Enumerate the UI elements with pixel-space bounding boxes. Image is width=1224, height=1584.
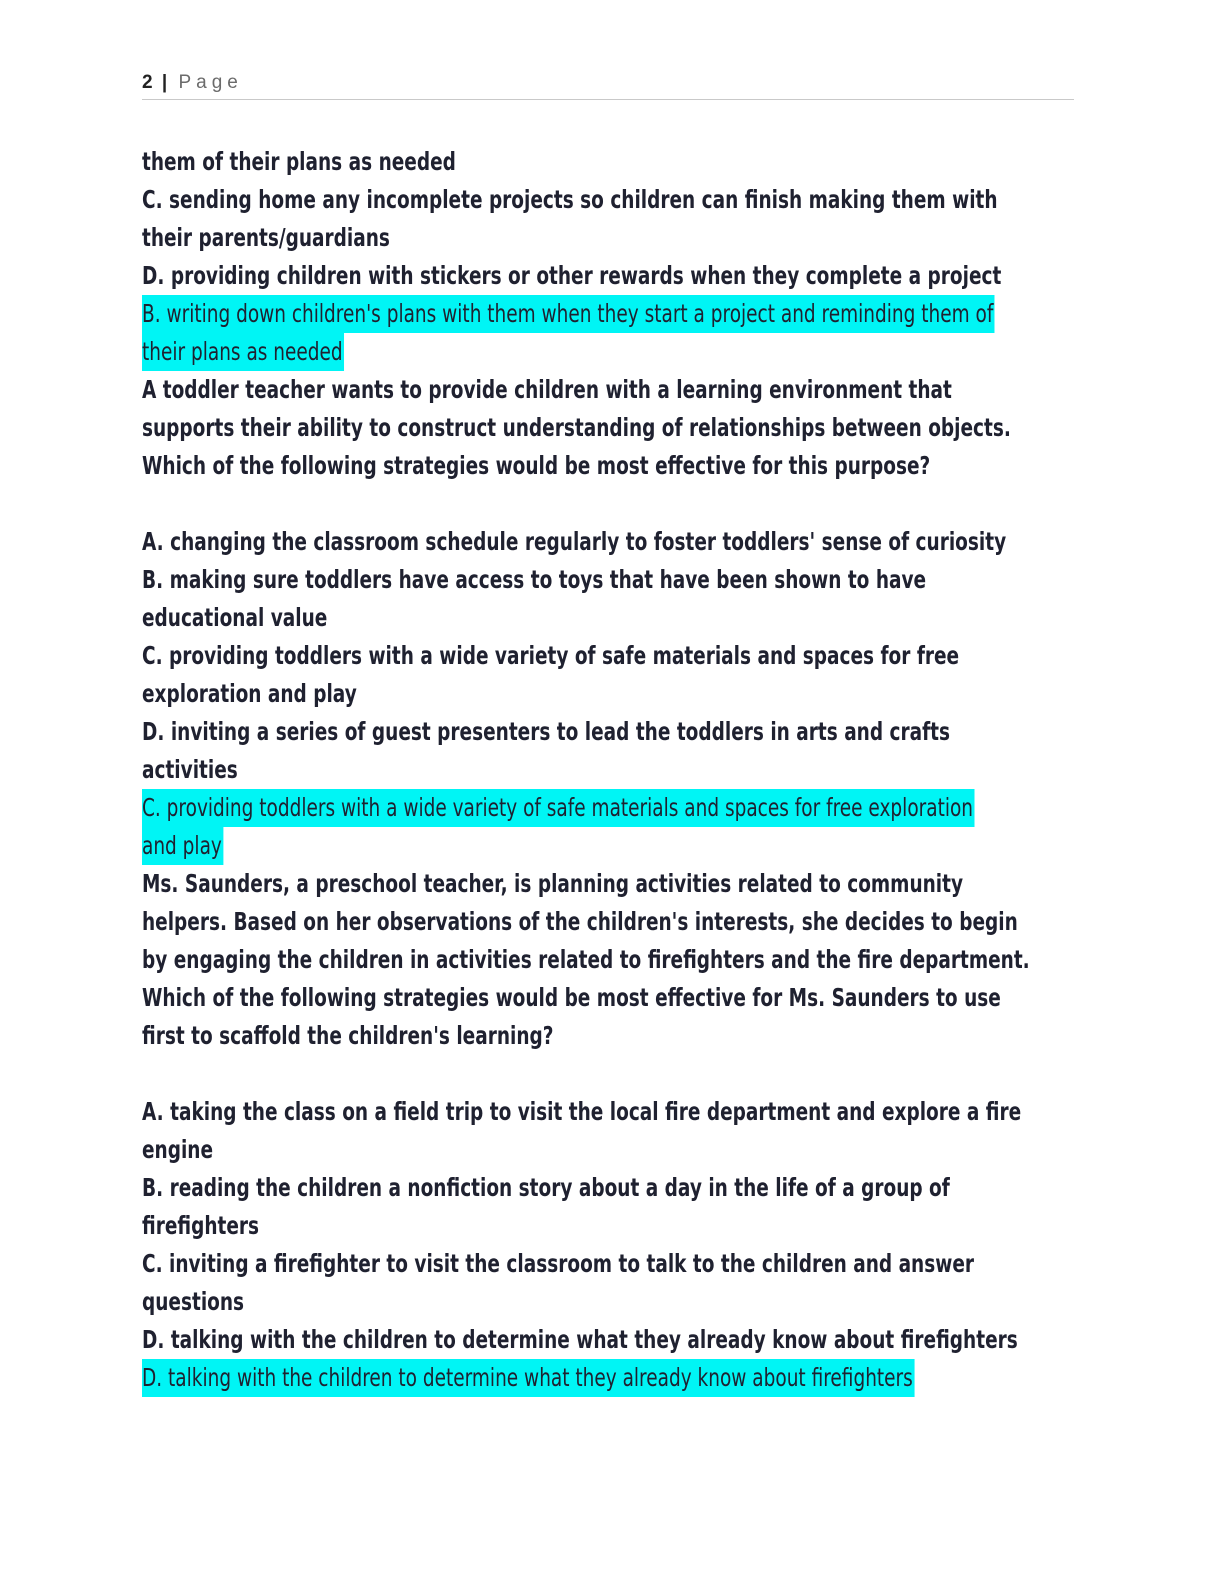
question-text: D. inviting a series of guest presenters to lead the toddlers in arts and crafts bbox=[142, 717, 951, 746]
question-line bbox=[142, 599, 1054, 637]
question-text: B. reading the children a nonfiction story about a day in the life of a group of bbox=[142, 1173, 950, 1202]
highlighted-answer-text: C. providing toddlers with a wide variety of safe materials and spaces for free exploration bbox=[142, 789, 975, 827]
question-text: them of their plans as needed bbox=[142, 147, 456, 176]
question-line bbox=[142, 675, 1054, 713]
question-text: A. taking the class on a field trip to visit the local fire department and explore a fire bbox=[142, 1097, 1022, 1126]
page-number: 2 bbox=[142, 72, 153, 93]
question-text: A. changing the classroom schedule regularly to foster toddlers' sense of curiosity bbox=[142, 527, 1007, 556]
question-line bbox=[142, 143, 1054, 181]
question-line bbox=[142, 865, 1054, 903]
question-line bbox=[142, 979, 1054, 1017]
question-line bbox=[142, 1245, 1054, 1283]
question-text: questions bbox=[142, 1287, 245, 1316]
question-line bbox=[142, 447, 1054, 485]
question-line bbox=[142, 637, 1054, 675]
question-text: activities bbox=[142, 755, 238, 784]
question-line bbox=[142, 1093, 1054, 1131]
question-line bbox=[142, 1283, 1054, 1321]
question-text: C. sending home any incomplete projects so children can finish making them with bbox=[142, 185, 998, 214]
question-text: Which of the following strategies would be most effective for Ms. Saunders to use bbox=[142, 983, 1001, 1012]
question-line bbox=[142, 903, 1054, 941]
question-text: Ms. Saunders, a preschool teacher, is planning activities related to community bbox=[142, 869, 964, 898]
question-text: their parents/guardians bbox=[142, 223, 390, 252]
highlighted-answer-text: D. talking with the children to determine what they already know about firefighters bbox=[142, 1359, 914, 1397]
question-text: helpers. Based on her observations of the children's interests, she decides to begin bbox=[142, 907, 1018, 936]
question-line bbox=[142, 941, 1054, 979]
question-line bbox=[142, 257, 1054, 295]
question-line bbox=[142, 181, 1054, 219]
question-line bbox=[142, 713, 1054, 751]
question-line bbox=[142, 1321, 1054, 1359]
question-line bbox=[142, 1207, 1054, 1245]
question-text: A toddler teacher wants to provide children with a learning environment that bbox=[142, 375, 952, 404]
question-text: D. talking with the children to determine what they already know about firefighters bbox=[142, 1325, 1018, 1354]
blank-line bbox=[142, 1055, 1054, 1093]
question-line bbox=[142, 561, 1054, 599]
document-body bbox=[142, 143, 1054, 1397]
question-line bbox=[142, 1017, 1054, 1055]
page-label: Page bbox=[178, 72, 243, 93]
page-header bbox=[142, 72, 1074, 100]
answer-line bbox=[142, 827, 1054, 865]
highlighted-answer-text: B. writing down children's plans with them when they start a project and reminding them of bbox=[142, 295, 995, 333]
question-text: C. inviting a firefighter to visit the classroom to talk to the children and answer bbox=[142, 1249, 975, 1278]
highlighted-answer-text: their plans as needed bbox=[142, 333, 344, 371]
question-text: Which of the following strategies would be most effective for this purpose? bbox=[142, 451, 931, 480]
answer-line bbox=[142, 295, 1054, 333]
question-line bbox=[142, 371, 1054, 409]
question-line bbox=[142, 751, 1054, 789]
question-text: supports their ability to construct understanding of relationships between objects. bbox=[142, 413, 1011, 442]
question-text: B. making sure toddlers have access to toys that have been shown to have bbox=[142, 565, 927, 594]
question-text: engine bbox=[142, 1135, 214, 1164]
question-line bbox=[142, 1131, 1054, 1169]
question-text: exploration and play bbox=[142, 679, 357, 708]
question-line bbox=[142, 1169, 1054, 1207]
answer-line bbox=[142, 333, 1054, 371]
question-line bbox=[142, 523, 1054, 561]
question-text: C. providing toddlers with a wide variety of safe materials and spaces for free bbox=[142, 641, 960, 670]
question-line bbox=[142, 219, 1054, 257]
question-text: firefighters bbox=[142, 1211, 260, 1240]
answer-line bbox=[142, 789, 1054, 827]
header-separator: | bbox=[161, 72, 168, 93]
question-text: D. providing children with stickers or other rewards when they complete a project bbox=[142, 261, 1002, 290]
question-text: educational value bbox=[142, 603, 328, 632]
question-line bbox=[142, 409, 1054, 447]
blank-line bbox=[142, 485, 1054, 523]
highlighted-answer-text: and play bbox=[142, 827, 223, 865]
answer-line bbox=[142, 1359, 1054, 1397]
question-text: by engaging the children in activities related to firefighters and the fire department. bbox=[142, 945, 1030, 974]
question-text: first to scaffold the children's learning? bbox=[142, 1021, 554, 1050]
